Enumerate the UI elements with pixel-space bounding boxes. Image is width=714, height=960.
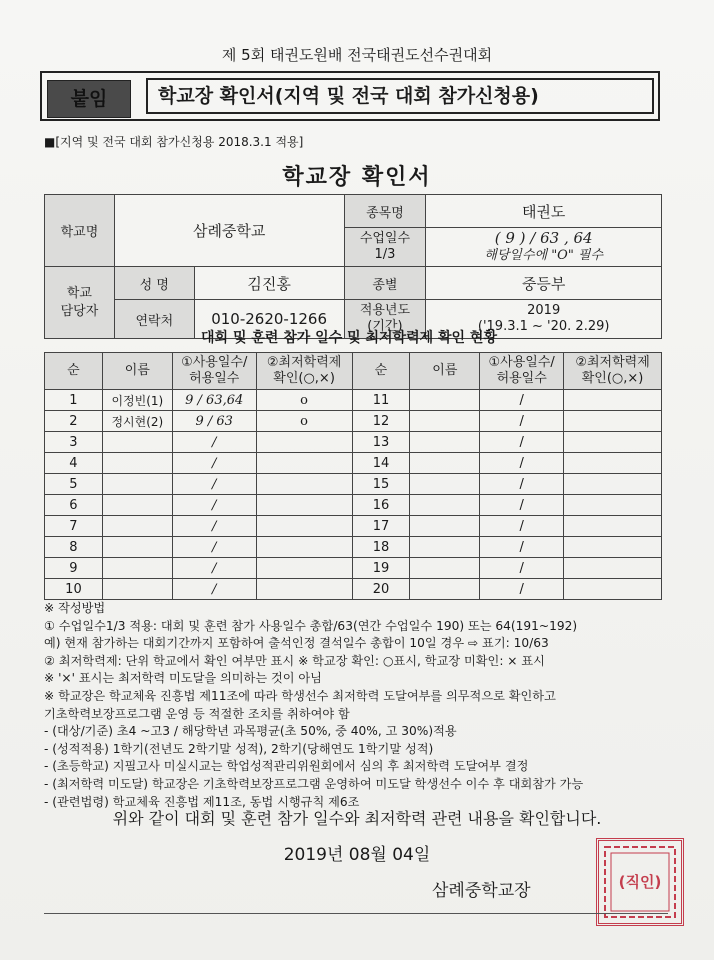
row-no: 16	[352, 495, 410, 516]
instruction-line: ※ 작성방법	[44, 601, 106, 615]
division-value: 중등부	[426, 267, 662, 300]
attachment-tag	[47, 80, 131, 118]
seal-text: (직인)	[618, 873, 662, 891]
instruction-line: - (성적적용) 1학기(전년도 2학기말 성적), 2학기(당해연도 1학기말 성적)	[44, 741, 434, 756]
sport-label: 종목명	[344, 195, 426, 228]
participation-table	[44, 352, 662, 600]
row-name: 이정빈(1)	[102, 390, 172, 411]
header-name-2: 이름	[410, 353, 480, 390]
section-title: 대회 및 훈련 참가 일수 및 최저학력제 확인 현황	[201, 330, 497, 346]
instruction-line: - (관련법령) 학교체육 진흥법 제11조, 동법 시행규칙 제6조	[44, 794, 360, 809]
row-no: 12	[352, 411, 410, 432]
row-no: 17	[352, 516, 410, 537]
row-no: 20	[352, 579, 410, 600]
row-name	[410, 411, 480, 432]
instruction-line: ※ 학교장은 학교체육 진흥법 제11조에 따라 학생선수 최저학력 도달여부를 의무적으로 확인하고	[44, 688, 556, 703]
year-value-line1: 2019	[527, 303, 561, 318]
table-row	[45, 495, 662, 516]
row-days: /	[172, 516, 256, 537]
header-no: 순	[45, 353, 103, 390]
row-name: 정시현(2)	[102, 411, 172, 432]
row-name	[410, 579, 480, 600]
instruction-line: ※ '×' 표시는 최저학력 미도달을 의미하는 것이 아님	[44, 671, 322, 686]
row-min	[564, 558, 662, 579]
attendance-label	[344, 228, 426, 267]
attendance-label-line2: 1/3	[374, 247, 396, 262]
document-title: 학교장 확인서	[282, 165, 432, 190]
table-row	[45, 516, 662, 537]
manager-label-line1: 학교	[66, 285, 92, 301]
instruction-line: - (최저학력 미도달) 학교장은 기초학력보장프로그램 운영하여 미도달 학생선수 이수 후 대회참가 가능	[44, 776, 584, 791]
row-min	[564, 537, 662, 558]
row-days: /	[172, 432, 256, 453]
row-name	[102, 516, 172, 537]
instruction-line: ① 수업일수1/3 적용: 대회 및 훈련 참가 사용일수 총합/63(연간 수업일수 190) 또는 64(191~192)	[44, 618, 578, 633]
row-min	[564, 432, 662, 453]
instruction-line: 예) 현재 참가하는 대회기간까지 포함하여 출석인정 결석일수 총합이 10일 경우 ⇨ 표기: 10/63	[44, 636, 549, 651]
row-days: 9 / 63	[172, 411, 256, 432]
row-name	[102, 474, 172, 495]
row-no: 5	[45, 474, 103, 495]
row-name	[102, 453, 172, 474]
contact-value: 010-2620-1266	[194, 300, 344, 339]
attachment-tag-label: 붙임	[70, 88, 108, 110]
header-title: 학교장 확인서(지역 및 전국 대회 참가신청용)	[146, 78, 654, 114]
instruction-line: - (초등학교) 지필고사 미실시교는 학업성적관리위원회에서 심의 후 최저학력 도달여부 결정	[44, 759, 529, 774]
row-min	[564, 579, 662, 600]
row-min	[564, 516, 662, 537]
contact-label: 연락처	[114, 300, 194, 339]
table-row	[45, 558, 662, 579]
info-table	[44, 194, 662, 339]
row-days: /	[172, 579, 256, 600]
row-days: /	[480, 474, 564, 495]
row-min	[256, 537, 352, 558]
applied-note: ■[지역 및 전국 대회 참가신청용 2018.3.1 적용]	[44, 135, 304, 149]
row-name	[410, 495, 480, 516]
row-days: /	[480, 453, 564, 474]
row-days: /	[172, 537, 256, 558]
header-no-2: 순	[352, 353, 410, 390]
table-row	[45, 537, 662, 558]
row-min	[564, 390, 662, 411]
row-name	[410, 453, 480, 474]
attendance-label-line1: 수업일수	[359, 231, 411, 246]
row-days: /	[480, 495, 564, 516]
confirm-statement: 위와 같이 대회 및 훈련 참가 일수와 최저학력 관련 내용을 확인합니다.	[112, 809, 602, 828]
instruction-line: 기초학력보장프로그램 운영 등 적절한 조치를 취하여야 함	[44, 706, 350, 721]
bottom-rule	[44, 913, 668, 914]
row-name	[102, 432, 172, 453]
row-name	[410, 558, 480, 579]
event-title: 제 5회 태권도원배 전국태권도선수권대회	[221, 46, 493, 64]
row-name	[410, 516, 480, 537]
header-days	[172, 353, 256, 390]
year-label-line2: (기간)	[367, 319, 403, 334]
table-row	[45, 453, 662, 474]
header-name: 이름	[102, 353, 172, 390]
row-no: 19	[352, 558, 410, 579]
row-min	[256, 432, 352, 453]
year-label-line1: 적용년도	[359, 303, 411, 318]
sport-value: 태권도	[426, 195, 662, 228]
division-label: 종별	[344, 267, 426, 300]
row-min: o	[256, 390, 352, 411]
row-days: /	[480, 411, 564, 432]
row-no: 14	[352, 453, 410, 474]
participation-table-body	[45, 353, 662, 600]
row-name	[410, 537, 480, 558]
row-min	[564, 453, 662, 474]
table-header-row	[45, 353, 662, 390]
row-days: /	[480, 432, 564, 453]
instructions	[44, 600, 684, 811]
row-no: 10	[45, 579, 103, 600]
row-min	[564, 495, 662, 516]
row-no: 1	[45, 390, 103, 411]
row-min	[256, 516, 352, 537]
row-no: 7	[45, 516, 103, 537]
header-min-line1: ②최저학력제	[266, 355, 342, 370]
row-name	[102, 495, 172, 516]
header-min	[256, 353, 352, 390]
header-days-2-line2: 허용일수	[496, 371, 547, 386]
row-min	[256, 495, 352, 516]
principal-signature: 삼례중학교장	[432, 881, 531, 901]
attendance-note: 해당일수에 "O" 필수	[484, 248, 604, 263]
year-value-line2: ('19.3.1 ~ '20. 2.29)	[477, 319, 610, 334]
row-days: /	[480, 558, 564, 579]
header-days-2	[480, 353, 564, 390]
name-value: 김진홍	[194, 267, 344, 300]
instruction-line: ② 최저학력제: 단위 학교에서 확인 여부만 표시 ※ 학교장 확인: ○표시, 학교장 미확인: × 표시	[44, 653, 545, 668]
row-min: o	[256, 411, 352, 432]
row-days: 9 / 63,64	[172, 390, 256, 411]
table-row	[45, 432, 662, 453]
row-no: 9	[45, 558, 103, 579]
row-min	[256, 453, 352, 474]
name-label: 성 명	[114, 267, 194, 300]
attendance-value-cell	[426, 228, 662, 267]
table-row	[45, 411, 662, 432]
header-days-2-line1: ①사용일수/	[488, 355, 555, 370]
row-days: /	[480, 390, 564, 411]
row-name	[410, 390, 480, 411]
row-days: /	[172, 495, 256, 516]
row-no: 15	[352, 474, 410, 495]
row-min	[564, 411, 662, 432]
row-name	[410, 474, 480, 495]
row-no: 6	[45, 495, 103, 516]
row-days: /	[172, 558, 256, 579]
table-row	[45, 579, 662, 600]
row-name	[102, 537, 172, 558]
row-days: /	[480, 579, 564, 600]
manager-label-line2: 담당자	[60, 303, 99, 319]
header-min-2-line1: ②최저학력제	[575, 355, 650, 370]
row-name	[410, 432, 480, 453]
sign-date: 2019년 08월 04일	[283, 845, 431, 865]
instruction-line: - (대상/기준) 초4 ~고3 / 해당학년 과목평균(초 50%, 중 40%, 고 30%)적용	[44, 724, 457, 739]
header-min-2-line2: 확인(○,×)	[581, 371, 644, 386]
row-min	[256, 558, 352, 579]
row-min	[564, 474, 662, 495]
header-days-line2: 허용일수	[189, 371, 240, 386]
row-days: /	[480, 537, 564, 558]
table-row	[45, 474, 662, 495]
row-no: 2	[45, 411, 103, 432]
header-days-line1: ①사용일수/	[181, 355, 248, 370]
row-no: 13	[352, 432, 410, 453]
row-days: /	[172, 453, 256, 474]
row-name	[102, 558, 172, 579]
table-row	[45, 390, 662, 411]
row-name	[102, 579, 172, 600]
school-label: 학교명	[45, 195, 115, 267]
row-no: 11	[352, 390, 410, 411]
row-no: 8	[45, 537, 103, 558]
school-value: 삼례중학교	[114, 195, 344, 267]
row-no: 3	[45, 432, 103, 453]
header-min-line2: 확인(○,×)	[273, 371, 335, 386]
row-min	[256, 579, 352, 600]
row-days: /	[172, 474, 256, 495]
attendance-value: ( 9 ) / 63 , 64	[494, 229, 593, 247]
row-days: /	[480, 516, 564, 537]
row-min	[256, 474, 352, 495]
header-min-2	[564, 353, 662, 390]
row-no: 4	[45, 453, 103, 474]
row-no: 18	[352, 537, 410, 558]
